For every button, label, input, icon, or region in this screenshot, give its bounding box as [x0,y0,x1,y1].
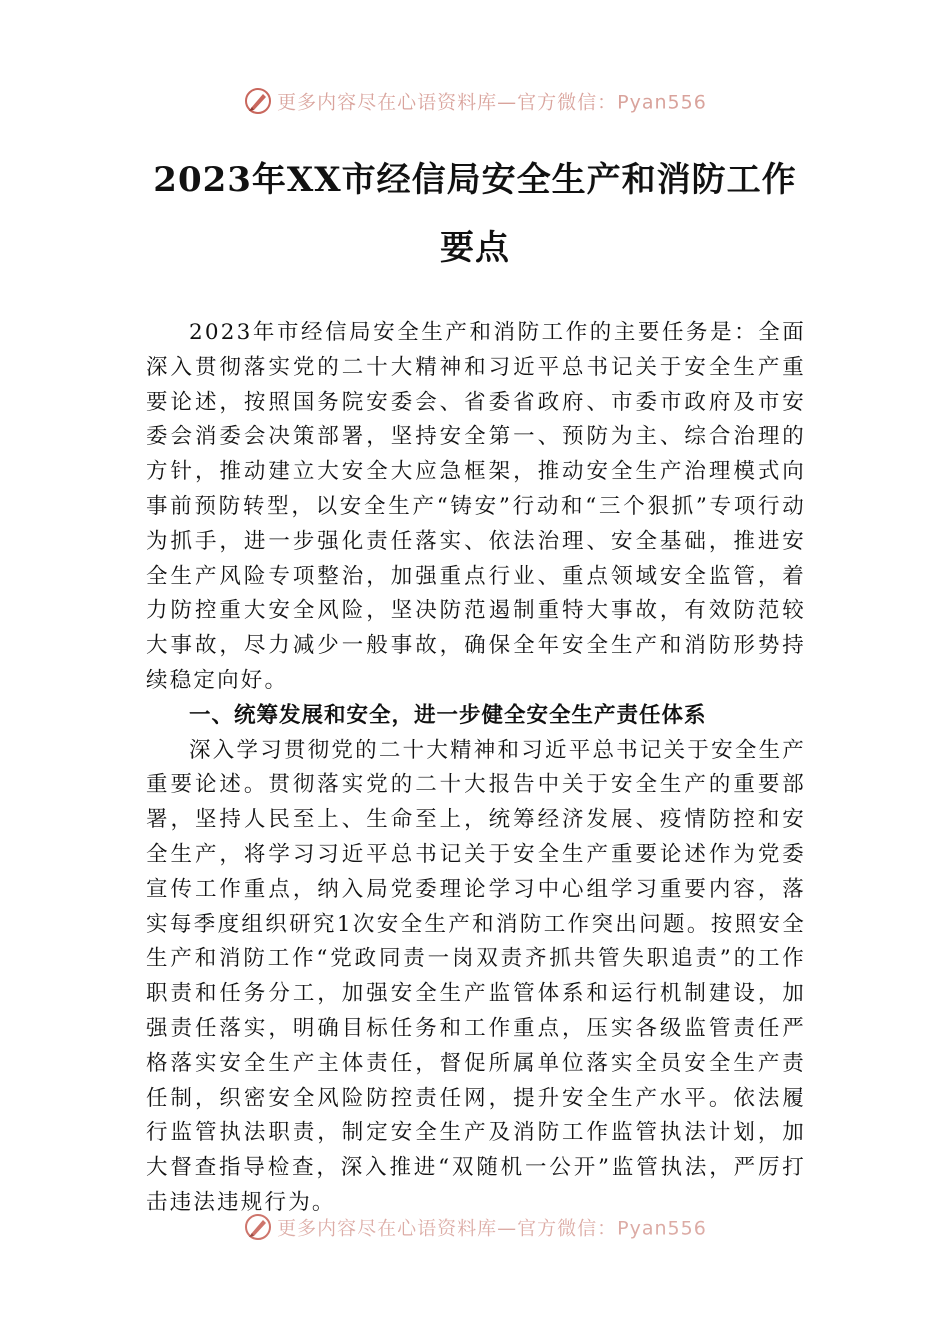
paragraph-intro: 2023年市经信局安全生产和消防工作的主要任务是：全面深入贯彻落实党的二十大精神和习近平总书记关于安全生产重要论述，按照国务院安委会、省委省政府、市委市政府及市安委会消委会决策部署，坚持安全第一、预防为主、综合治理的方针，推动建立大安全大应急框架，推动安全生产治理模式向事前预防转型，以安全生产“铸安”行动和“三个狠抓”专项行动为抓手，进一步强化责任落实、依法治理、安全基础，推进安全生产风险专项整治，加强重点行业、重点领域安全监管，着力防控重大安全风险，坚决防范遏制重特大事故，有效防范较大事故，尽力减少一般事故，确保全年安全生产和消防形势持续稳定向好。 [146,320,806,693]
pen-logo-icon [243,1212,273,1242]
document-title-line1: 2023年XX市经信局安全生产和消防工作 [153,160,797,200]
watermark-text: 更多内容尽在心语资料库—官方微信：Pyan556 [277,1217,707,1240]
watermark-footer [0,1212,950,1242]
watermark-text: 更多内容尽在心语资料库—官方微信：Pyan556 [277,91,707,114]
watermark-header [0,86,950,116]
paragraph-section-1: 深入学习贯彻党的二十大精神和习近平总书记关于安全生产重要论述。贯彻落实党的二十大报告中关于安全生产的重要部署，坚持人民至上、生命至上，统筹经济发展、疫情防控和安全生产，将学习习近平总书记关于安全生产重要论述作为党委宣传工作重点，纳入局党委理论学习中心组学习重要内容，落实每季度组织研究1次安全生产和消防工作突出问题。按照安全生产和消防工作“党政同责一岗双责齐抓共管失职追责”的工作职责和任务分工，加强安全生产监管体系和运行机制建设，加强责任落实，明确目标任务和工作重点，压实各级监管责任严格落实安全生产主体责任，督促所属单位落实全员安全生产责任制，织密安全风险防控责任网，提升安全生产水平。依法履行监管执法职责，制定安全生产及消防工作监管执法计划，加大督查指导检查，深入推进“双随机一公开”监管执法，严厉打击违法违规行为。 [146,737,806,1215]
pen-logo-icon [243,86,273,116]
section-heading-1: 一、统筹发展和安全，进一步健全安全生产责任体系 [189,702,707,728]
document-title-line2: 要点 [440,228,510,268]
document-body [146,316,806,1221]
